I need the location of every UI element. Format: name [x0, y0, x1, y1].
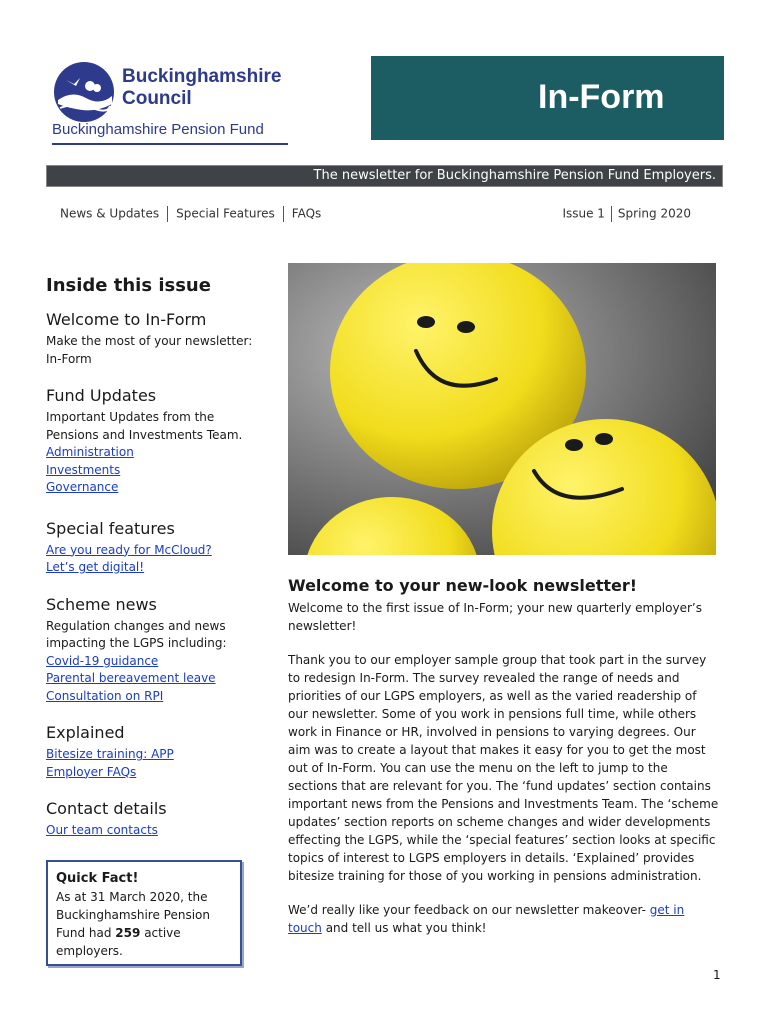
nav-special-features[interactable]: Special Features [176, 206, 275, 221]
link-administration[interactable]: Administration [46, 445, 134, 459]
inside-issue-title: Inside this issue [46, 275, 211, 296]
newsletter-title-banner [371, 56, 724, 140]
article-heading: Welcome to your new-look newsletter! [288, 576, 638, 595]
tagline-bar: The newsletter for Buckinghamshire Pension Fund Employers. [46, 165, 723, 187]
link-bitesize-training[interactable]: Bitesize training: APP [46, 747, 174, 761]
article-paragraph-2: Thank you to our employer sample group that took part in the survey to redesign In-Form. The survey revealed the range of needs and priorities of our LGPS employers, as well as the varied readership of our newsletter. Some of you work in pensions full time, while others work in Finance or HR, involved in pensions to varying degrees. Our aim was to create a layout that makes it easy for you to get the most out of In-Form. You can use the menu on the left to jump to the sections that are relevant for you. The ‘fund updates’ section contains important news from the Pensions and Investments Team. The ‘scheme updates’ section reports on scheme changes and wider developments effecting the LGPS, while the ‘special features’ section looks at specific topics of interest to LGPS employers in details. ‘Explained’ provides bitesize training for those of you working in pensions administration. [288, 653, 719, 883]
quick-fact-heading: Quick Fact! [56, 871, 139, 886]
council-name: Buckinghamshire Council [122, 66, 282, 109]
link-parental-bereavement[interactable]: Parental bereavement leave [46, 671, 216, 685]
link-governance[interactable]: Governance [46, 480, 119, 494]
issue-info [562, 206, 691, 222]
nav-divider [283, 206, 284, 222]
article-paragraph-3: We’d really like your feedback on our newsletter makeover- get in touch and tell us what you think! [288, 903, 685, 935]
fund-updates-heading[interactable]: Fund Updates [46, 386, 157, 405]
explained-heading[interactable]: Explained [46, 723, 125, 742]
welcome-heading[interactable]: Welcome to In-Form [46, 310, 207, 329]
scheme-news-text: Regulation changes and news impacting the LGPS including: [46, 618, 227, 650]
welcome-text: Make the most of your newsletter: In-Form [46, 334, 253, 366]
special-features-heading[interactable]: Special features [46, 518, 175, 538]
page-number: 1 [713, 968, 721, 982]
council-logo-icon [52, 60, 116, 124]
issue-number: Issue 1 [562, 206, 605, 221]
link-covid-guidance[interactable]: Covid-19 guidance [46, 653, 159, 668]
nav-news-updates[interactable]: News & Updates [60, 206, 160, 221]
link-employer-faqs[interactable]: Employer FAQs [46, 764, 137, 779]
welcome-article [288, 576, 720, 953]
nav-faqs[interactable]: FAQs [291, 206, 322, 221]
article-paragraph-1: Welcome to the first issue of In-Form; your new quarterly employer’s newsletter! [288, 601, 702, 633]
link-mccloud[interactable]: Are you ready for McCloud? [46, 542, 212, 557]
scheme-news-heading[interactable]: Scheme news [46, 594, 157, 614]
issue-divider [611, 206, 612, 222]
nav-divider [167, 206, 168, 222]
link-investments[interactable]: Investments [46, 462, 121, 477]
nav-menu [60, 206, 321, 222]
link-consultation-rpi[interactable]: Consultation on RPI [46, 688, 164, 703]
quick-fact-number: 259 [115, 926, 141, 940]
get-in-touch-link[interactable]: get in touch [288, 903, 685, 935]
fund-name-divider [52, 143, 288, 145]
sidebar-contents [46, 275, 256, 840]
quick-fact-box [46, 860, 242, 966]
smiley-balloons-image [288, 263, 716, 555]
contact-details-heading[interactable]: Contact details [46, 799, 167, 818]
fund-updates-text: Important Updates from the Pensions and Investments Team. [46, 410, 243, 442]
issue-season: Spring 2020 [617, 206, 691, 221]
quick-fact-text: As at 31 March 2020, the Buckinghamshire Pension Fund had 259 active employers. [56, 890, 210, 958]
newsletter-title: In-Form [538, 78, 665, 116]
link-team-contacts[interactable]: Our team contacts [46, 823, 158, 837]
link-get-digital[interactable]: Let’s get digital! [46, 560, 145, 574]
fund-name: Buckinghamshire Pension Fund [52, 121, 264, 138]
